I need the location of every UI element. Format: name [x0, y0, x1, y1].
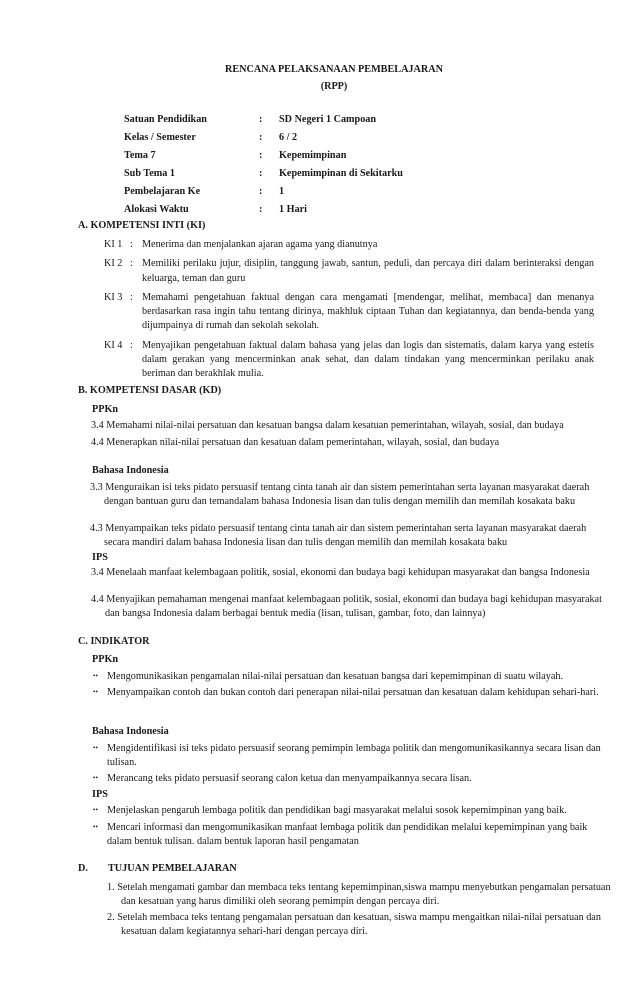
info-table: [124, 111, 479, 219]
kd-ppkn-heading: PPKn: [92, 404, 119, 415]
info-row: [124, 165, 479, 183]
bullet-icon: ••: [93, 744, 98, 752]
section-d-letter: D.: [78, 863, 88, 874]
indikator-item: [91, 821, 612, 850]
info-row: [124, 129, 479, 147]
kd-item: 4.4 Menyajikan pemahaman mengenai manfaat kelembagaan politik, sosial, ekonomi dan budaya bagi kehidupan masyarakat dan bangsa Indonesia dalam berbagai bentuk media (lisan, tulisan, gambar, foto, dan lainnya): [91, 594, 602, 620]
document-title: RENCANA PELAKSANAAN PEMBELAJARAN: [225, 64, 443, 75]
ki-text: Memiliki perilaku jujur, disiplin, tanggung jawab, santun, peduli, dan percaya diri dalam berinteraksi dengan keluarga, teman dan guru: [142, 258, 594, 284]
ki-colon: :: [130, 291, 133, 303]
bullet-icon: ••: [93, 806, 98, 814]
kd-ips-heading: IPS: [92, 552, 108, 563]
tujuan-item: 2. Setelah membaca teks tentang pengamalan persatuan dan kesatuan, siswa mampu mengaitkan nilai-nilai persatuan dan kesatuan dalam kegiatannya sehari-hari dengan percaya diri.: [107, 912, 601, 938]
info-colon: :: [259, 131, 263, 143]
ki-colon: :: [130, 239, 133, 250]
ki-code: KI 3: [104, 291, 123, 303]
indikator-text: Menyampaikan contoh dan bukan contoh dari penerapan nilai-nilai persatuan dan kesatuan dalam kehidupan sehari-hari.: [107, 687, 599, 698]
ki-code: KI 4: [104, 339, 123, 351]
ki-item: [104, 257, 594, 286]
indikator-item: [91, 772, 612, 786]
bullet-icon: ••: [93, 823, 98, 831]
section-d-heading: TUJUAN PEMBELAJARAN: [108, 863, 237, 874]
ki-colon: :: [130, 258, 133, 270]
ki-text: Menyajikan pengetahuan faktual dalam bahasa yang jelas dan logis dan sistematis, dalam karya yang estetis dalam gerakan yang mencerminkan anak sehat, dan dalam tindakan yang mencerminkan perilaku anak beriman dan berakhlak mulia.: [142, 339, 594, 380]
indikator-text: Mengomunikasikan pengamalan nilai-nilai persatuan dan kesatuan bangsa dari kepemimpinan di suatu wilayah.: [107, 671, 564, 682]
bullet-icon: ••: [93, 774, 98, 782]
ki-code: KI 2: [104, 258, 123, 270]
ki-item: [104, 291, 594, 334]
indikator-item: [91, 686, 612, 700]
ki-item: [104, 238, 594, 252]
indikator-text: Mencari informasi dan mengomunikasikan manfaat lembaga politik dan pendidikan melalui kepemimpinan yang baik dalam bentuk tulisan. dalam bentuk laporan hasil pengamatan: [107, 822, 588, 848]
info-value: 1 Hari: [279, 203, 308, 215]
info-colon: :: [259, 185, 263, 197]
kd-item: 3.4 Memahami nilai-nilai persatuan dan kesatuan bangsa dalam kesatuan pemerintahan, wilayah, sosial, dan budaya: [91, 420, 564, 431]
ki-colon: :: [130, 339, 133, 351]
kd-item: 4.4 Menerapkan nilai-nilai persatuan dan kesatuan dalam pemerintahan, wilayah, sosial, dan budaya: [91, 437, 500, 448]
info-key: Tema 7: [124, 149, 156, 161]
info-value: 6 / 2: [279, 131, 298, 143]
section-b-heading: B. KOMPETENSI DASAR (KD): [78, 385, 222, 396]
ki-list: [104, 238, 594, 387]
bullet-icon: ••: [93, 688, 98, 696]
info-key: Satuan Pendidikan: [124, 113, 207, 125]
info-colon: :: [259, 113, 263, 125]
info-key: Pembelajaran Ke: [124, 185, 201, 197]
info-row: [124, 111, 479, 129]
indikator-text: Menjelaskan pengaruh lembaga politik dan pendidikan bagi masyarakat melalui sosok kepemimpinan yang baik.: [107, 805, 567, 816]
indikator-item: [91, 742, 612, 771]
indikator-text: Mengidentifikasi isi teks pidato persuasif seorang pemimpin lembaga politik dan mengomunikasikannya secara lisan dan tulisan.: [107, 743, 601, 769]
indikator-text: Merancang teks pidato persuasif seorang calon ketua dan menyampaikannya secara lisan.: [107, 773, 472, 784]
section-c-heading: C. INDIKATOR: [78, 636, 150, 647]
ki-text: Memahami pengetahuan faktual dengan cara mengamati [mendengar, melihat, membaca] dan menanya berdasarkan rasa ingin tahu tentang dirinya, makhluk ciptaan Tuhan dan kegiatannya, dan benda-benda yang dijumpainya di rumah dan sekolah sekolah.: [142, 291, 594, 332]
info-key: Alokasi Waktu: [124, 203, 189, 215]
ki-text: Menerima dan menjalankan ajaran agama yang dianutnya: [142, 239, 378, 250]
info-row: [124, 147, 479, 165]
info-key: Kelas / Semester: [124, 131, 196, 143]
ind-ppkn-heading: PPKn: [92, 654, 119, 665]
ind-bi-heading: Bahasa Indonesia: [92, 726, 169, 737]
kd-item: 4.3 Menyampaikan teks pidato persuasif tentang cinta tanah air dan sistem pemerintahan serta layanan masyarakat daerah secara mandiri dalam bahasa Indonesia lisan dan tulis dengan memilih dan memilah kosakata baku: [90, 523, 587, 549]
kd-item: 3.4 Menelaah manfaat kelembagaan politik, sosial, ekonomi dan budaya bagi kehidupan masyarakat dan bangsa Indonesia: [91, 567, 590, 578]
info-colon: :: [259, 149, 263, 161]
indikator-item: [91, 670, 612, 684]
info-key: Sub Tema 1: [124, 167, 175, 179]
ki-code: KI 1: [104, 239, 123, 250]
info-row: [124, 183, 479, 201]
kd-item: 3.3 Menguraikan isi teks pidato persuasif tentang cinta tanah air dan sistem pemerintahan serta layanan masyarakat daerah dengan bantuan guru dan temandalam bahasa Indonesia lisan dan tulis dengan memilih dan memilah kosakata baku: [90, 482, 590, 508]
info-value: Kepemimpinan di Sekitarku: [279, 167, 403, 179]
ki-item: [104, 339, 594, 382]
bullet-icon: ••: [93, 672, 98, 680]
tujuan-item: 1. Setelah mengamati gambar dan membaca teks tentang kepemimpinan,siswa mampu menyebutkan pengamalan persatuan dan kesatuan yang harus dimiliki oleh seorang pemimpin dengan percaya diri.: [107, 882, 611, 908]
info-colon: :: [259, 167, 263, 179]
info-value: 1: [279, 185, 285, 197]
kd-bi-heading: Bahasa Indonesia: [92, 465, 169, 476]
document-subtitle: (RPP): [320, 81, 348, 92]
section-a-heading: A. KOMPETENSI INTI (KI): [78, 220, 206, 231]
ind-ips-heading: IPS: [92, 789, 108, 800]
info-row: [124, 201, 479, 219]
info-colon: :: [259, 203, 263, 215]
indikator-item: [91, 804, 612, 818]
info-value: Kepemimpinan: [279, 149, 347, 161]
info-value: SD Negeri 1 Campoan: [279, 113, 377, 125]
